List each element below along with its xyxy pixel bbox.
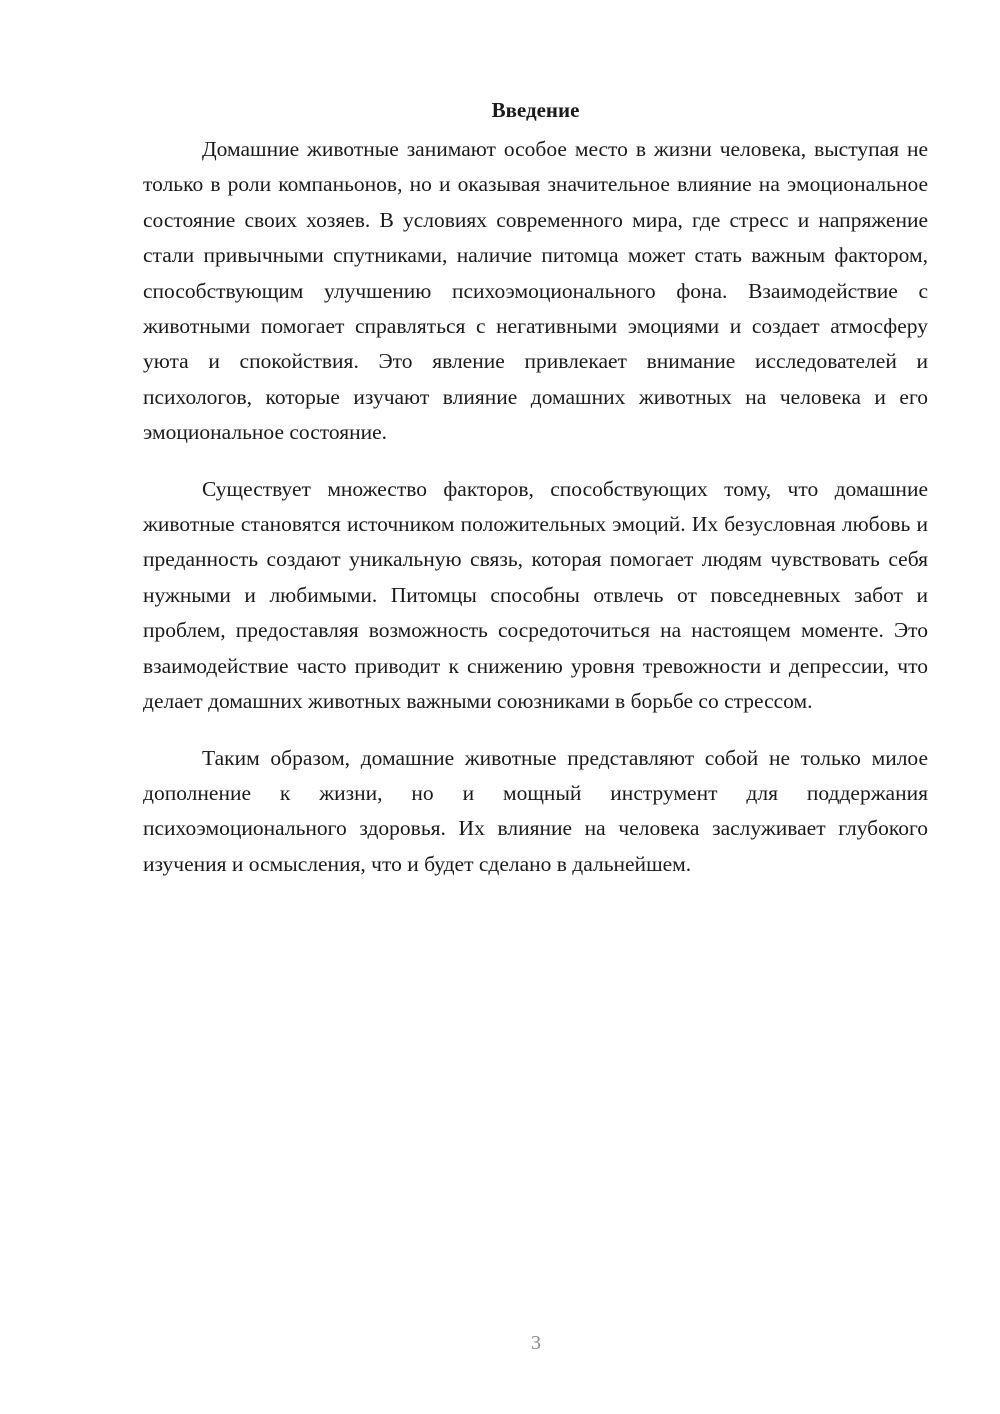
paragraph-3: Таким образом, домашние животные представляют собой не только милое дополнение к жизни, но и мощный инструмент для поддержания психоэмоционального здоровья. Их влияние на человека заслуживает глубокого изучения и осмысления, что и будет сделано в дальнейшем. — [143, 745, 928, 876]
page-number: 3 — [531, 1332, 541, 1354]
document-body — [143, 92, 928, 903]
paragraph-1: Домашние животные занимают особое место в жизни человека, выступая не только в роли компаньонов, но и оказывая значительное влияние на эмоциональное состояние своих хозяев. В условиях современного мира, где стресс и напряжение стали привычными спутниками, наличие питомца может стать важным фактором, способствующим улучшению психоэмоционального фона. Взаимодействие с животными помогает справляться с негативными эмоциями и создает атмосферу уюта и спокойствия. Это явление привлекает внимание исследователей и психологов, которые изучают влияние домашних животных на человека и его эмоциональное состояние. — [143, 137, 928, 445]
section-title: Введение — [491, 98, 580, 122]
paragraph-2: Существует множество факторов, способствующих тому, что домашние животные становятся источником положительных эмоций. Их безусловная любовь и преданность создают уникальную связь, которая помогает людям чувствовать себя нужными и любимыми. Питомцы способны отвлечь от повседневных забот и проблем, предоставляя возможность сосредоточиться на настоящем моменте. Это взаимодействие часто приводит к снижению уровня тревожности и депрессии, что делает домашних животных важными союзниками в борьбе со стрессом. — [143, 476, 928, 714]
